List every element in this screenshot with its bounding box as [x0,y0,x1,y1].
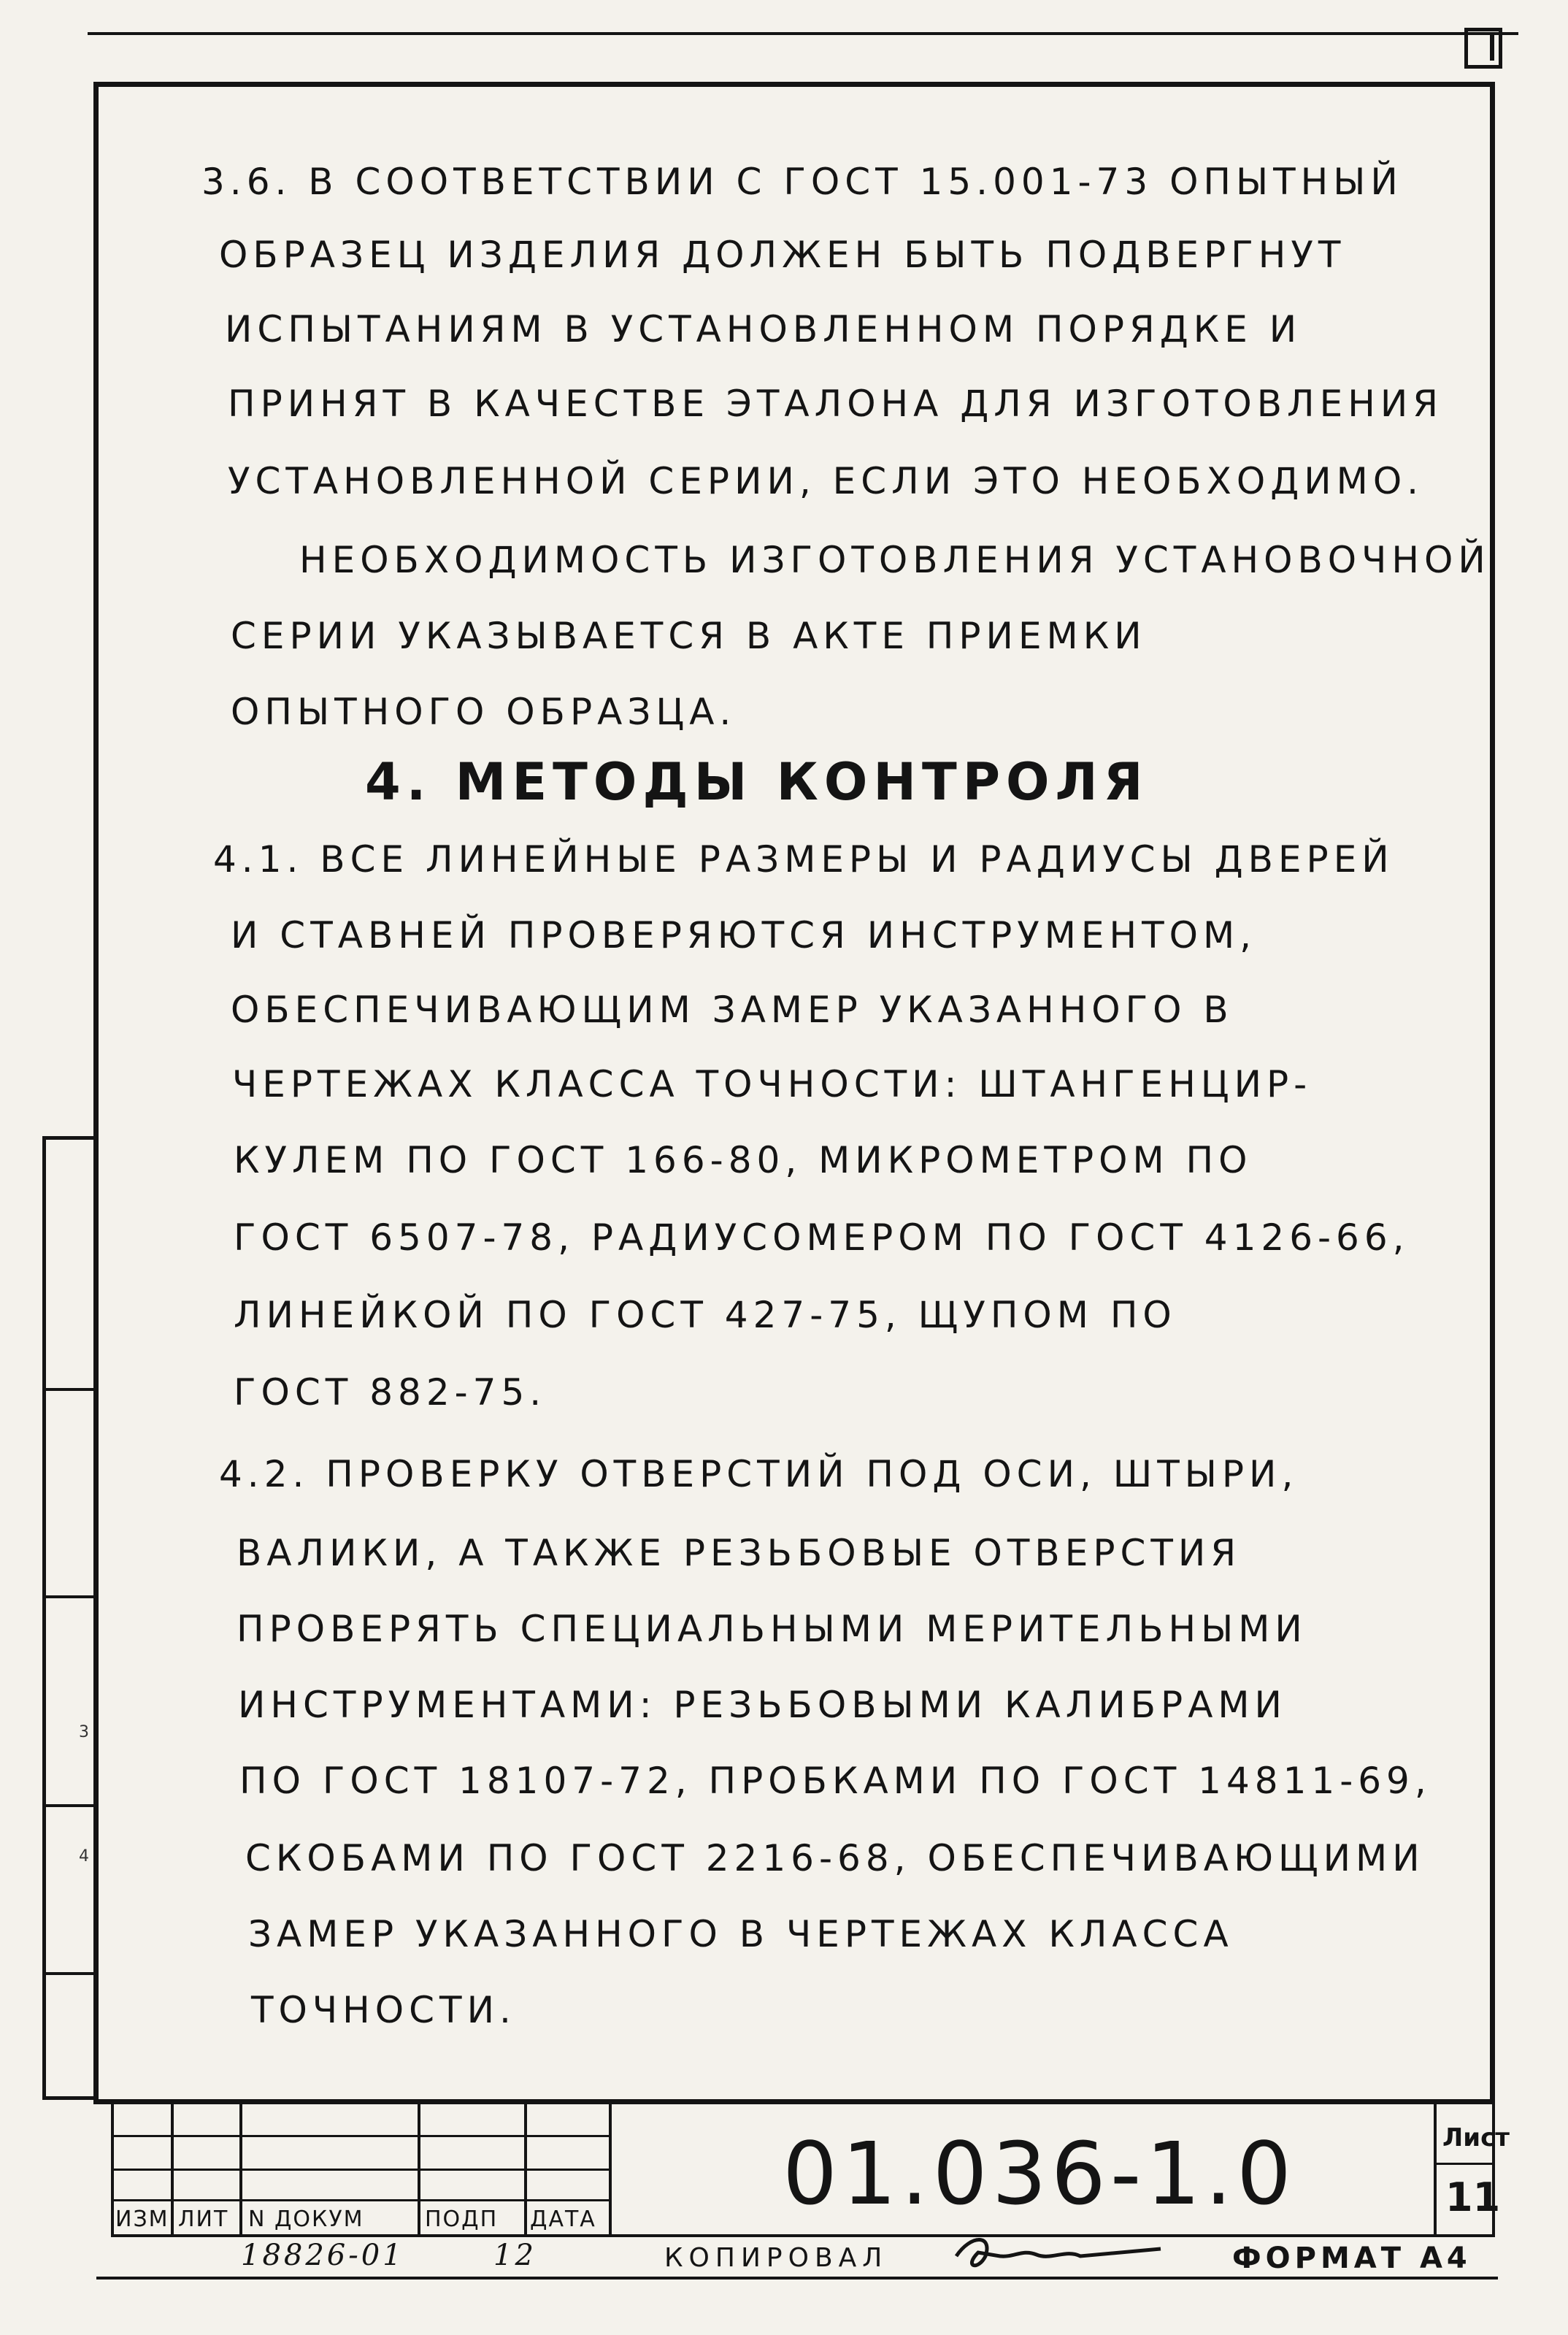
strip-number: 4 [79,1847,89,1866]
text-line: 4.1. ВСЕ ЛИНЕЙНЫЕ РАЗМЕРЫ И РАДИУСЫ ДВЕРЕЙ [213,838,1394,881]
text-line: ПО ГОСТ 18107-72, ПРОБКАМИ ПО ГОСТ 14811-69, [239,1760,1431,1802]
format-label: ФОРМАТ А4 [1232,2242,1472,2275]
column-header: N ДОКУМ [248,2206,364,2232]
column-rule [524,2101,527,2237]
column-rule [171,2101,174,2237]
top-border-line [88,32,1518,35]
left-binding-strip [42,1136,95,2100]
text-line: И СТАВНЕЙ ПРОВЕРЯЮТСЯ ИНСТРУМЕНТОМ, [231,914,1257,956]
table-rule [111,2199,612,2201]
text-line: КУЛЕМ ПО ГОСТ 166-80, МИКРОМЕТРОМ ПО [234,1139,1253,1181]
strip-divider [46,1388,99,1391]
sheet-label: Лист [1442,2123,1510,2152]
strip-divider [46,1972,99,1975]
column-rule [239,2101,242,2237]
sheet-rule [1437,2163,1495,2165]
inventory-number: 18826-01 [241,2239,404,2272]
text-line: ГОСТ 882-75. [234,1371,547,1414]
column-header: ЛИТ [178,2206,229,2232]
text-line: ПРИНЯТ В КАЧЕСТВЕ ЭТАЛОНА ДЛЯ ИЗГОТОВЛЕНИЯ [228,383,1443,425]
text-line: ГОСТ 6507-78, РАДИУСОМЕРОМ ПО ГОСТ 4126-66, [234,1216,1410,1259]
table-rule [111,2135,612,2137]
text-line: ИСПЫТАНИЯМ В УСТАНОВЛЕННОМ ПОРЯДКЕ И [225,308,1302,350]
text-line: НЕОБХОДИМОСТЬ ИЗГОТОВЛЕНИЯ УСТАНОВОЧНОЙ [299,539,1491,581]
text-line: ВАЛИКИ, А ТАКЖЕ РЕЗЬБОВЫЕ ОТВЕРСТИЯ [237,1532,1242,1574]
page-reference: 12 [493,2239,537,2272]
table-rule [111,2169,612,2171]
text-line: ПРОВЕРЯТЬ СПЕЦИАЛЬНЫМИ МЕРИТЕЛЬНЫМИ [237,1608,1307,1650]
signature-icon [949,2227,1168,2278]
column-header: ПОДП [425,2206,499,2232]
text-line: ЗАМЕР УКАЗАННОГО В ЧЕРТЕЖАХ КЛАССА [248,1913,1234,1955]
text-line: ОБЕСПЕЧИВАЮЩИМ ЗАМЕР УКАЗАННОГО В [231,989,1234,1031]
text-line: ИНСТРУМЕНТАМИ: РЕЗЬБОВЫМИ КАЛИБРАМИ [238,1684,1287,1726]
column-rule [418,2101,420,2237]
sheet-number: 11 [1445,2174,1501,2220]
text-line: 4.2. ПРОВЕРКУ ОТВЕРСТИЙ ПОД ОСИ, ШТЫРИ, [219,1453,1299,1495]
document-code: 01.036-1.0 [783,2123,1296,2224]
column-header: ИЗМ [115,2206,169,2232]
strip-number: 3 [79,1723,89,1741]
text-line: СЕРИИ УКАЗЫВАЕТСЯ В АКТЕ ПРИЕМКИ [231,615,1147,657]
text-line: СКОБАМИ ПО ГОСТ 2216-68, ОБЕСПЕЧИВАЮЩИМИ [245,1837,1425,1879]
text-line: ЛИНЕЙКОЙ ПО ГОСТ 427-75, ЩУПОМ ПО [234,1294,1177,1336]
strip-divider [46,1595,99,1598]
copied-label: КОПИРОВАЛ [664,2243,888,2273]
text-line: УСТАНОВЛЕННОЙ СЕРИИ, ЕСЛИ ЭТО НЕОБХОДИМО. [228,460,1424,502]
text-line: ТОЧНОСТИ. [251,1989,516,2031]
corner-mark [1464,28,1502,69]
title-block [111,2101,1510,2237]
text-line: ЧЕРТЕЖАХ КЛАССА ТОЧНОСТИ: ШТАНГЕНЦИР- [232,1063,1313,1105]
text-line: 3.6. В СООТВЕТСТВИИ С ГОСТ 15.001-73 ОПЫТНЫЙ [201,161,1403,203]
text-line: ОПЫТНОГО ОБРАЗЦА. [231,691,737,733]
text-line: ОБРАЗЕЦ ИЗДЕЛИЯ ДОЛЖЕН БЫТЬ ПОДВЕРГНУТ [219,234,1346,276]
strip-divider [46,1804,99,1807]
section-heading: 4. МЕТОДЫ КОНТРОЛЯ [365,752,1149,812]
column-header: ДАТА [530,2206,596,2232]
